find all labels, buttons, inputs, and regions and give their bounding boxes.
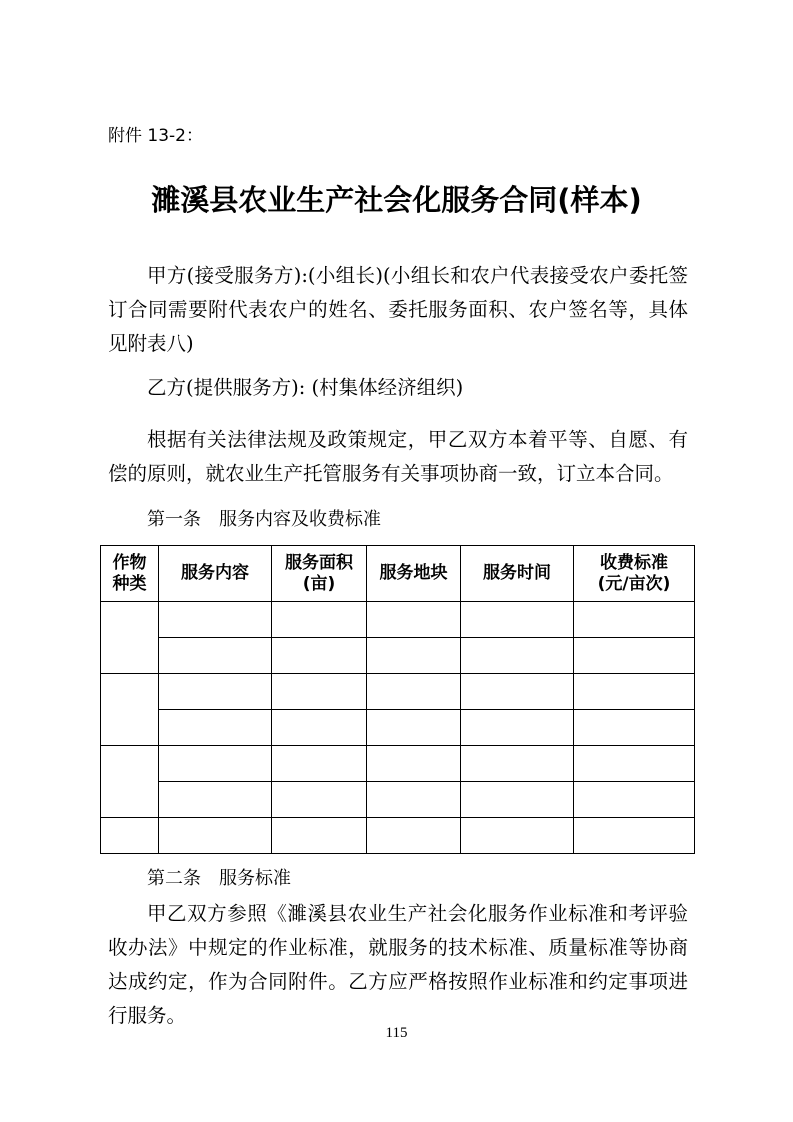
column-header-line: 服务面积 <box>285 552 353 573</box>
page-number: 115 <box>385 1025 408 1041</box>
attachment-label: 附件 13-2： <box>108 126 203 146</box>
table-cell <box>461 674 574 710</box>
crop-type-cell <box>101 602 159 674</box>
table-cell <box>272 818 367 854</box>
table-cell <box>272 674 367 710</box>
table-cell <box>159 782 272 818</box>
column-header-line: 收费标准 <box>600 552 668 573</box>
column-header-line: 服务地块 <box>379 563 448 583</box>
table-cell <box>574 602 695 638</box>
column-header-service-content <box>159 546 272 602</box>
party-b-paragraph: 乙方(提供服务方): (村集体经济组织) <box>147 376 464 399</box>
table-cell <box>461 638 574 674</box>
service-fee-table <box>100 545 695 854</box>
table-cell <box>461 602 574 638</box>
column-header-line: 作物 <box>112 552 147 573</box>
table-cell <box>367 602 461 638</box>
table-cell <box>461 710 574 746</box>
table-cell <box>574 674 695 710</box>
table-cell <box>574 782 695 818</box>
crop-type-cell <box>101 746 159 818</box>
column-header-service-plot <box>367 546 461 602</box>
table-cell <box>461 782 574 818</box>
table-cell <box>272 746 367 782</box>
column-header-fee-standard <box>574 546 695 602</box>
table-row <box>101 782 695 818</box>
crop-type-cell <box>101 674 159 746</box>
table-row <box>101 674 695 710</box>
table-cell <box>574 638 695 674</box>
article-2-heading: 第二条 服务标准 <box>147 868 291 889</box>
table-row <box>101 746 695 782</box>
table-cell <box>461 818 574 854</box>
table-cell <box>272 782 367 818</box>
table-cell <box>272 638 367 674</box>
table-cell <box>367 818 461 854</box>
column-header-line: (元/亩次) <box>597 573 671 594</box>
table-cell <box>272 602 367 638</box>
table-cell <box>159 746 272 782</box>
column-header-service-time <box>461 546 574 602</box>
table-row <box>101 602 695 638</box>
table-cell <box>574 746 695 782</box>
column-header-service-area <box>272 546 367 602</box>
table-row <box>101 638 695 674</box>
table-cell <box>367 674 461 710</box>
article-2-body: 甲乙双方参照《濉溪县农业生产社会化服务作业标准和考评验收办法》中规定的作业标准，就服务的技术标准、质量标准等协商达成约定，作为合同附件。乙方应严格按照作业标准和约定事项进行服务。 <box>108 902 688 1027</box>
table-header-row <box>101 546 695 602</box>
party-a-paragraph: 甲方(接受服务方):(小组长)(小组长和农户代表接受农户委托签订合同需要附代表农户的姓名、委托服务面积、农户签名等，具体见附表八) <box>108 264 688 355</box>
column-header-line: 服务时间 <box>483 563 551 583</box>
document-title: 濉溪县农业生产社会化服务合同(样本) <box>151 183 642 217</box>
table-cell <box>159 710 272 746</box>
table-cell <box>367 710 461 746</box>
table-cell <box>159 818 272 854</box>
table-cell <box>461 746 574 782</box>
table-row <box>101 818 695 854</box>
column-header-line: 种类 <box>112 573 147 594</box>
column-header-line: 服务内容 <box>181 563 249 583</box>
column-header-line: (亩) <box>302 573 336 594</box>
table-cell <box>159 674 272 710</box>
table-cell <box>367 638 461 674</box>
table-cell <box>574 818 695 854</box>
column-header-crop-type <box>101 546 159 602</box>
article-1-heading: 第一条 服务内容及收费标准 <box>147 509 381 530</box>
table-cell <box>272 710 367 746</box>
crop-type-cell <box>101 818 159 854</box>
table-cell <box>159 602 272 638</box>
table-cell <box>367 782 461 818</box>
intro-paragraph: 根据有关法律法规及政策规定，甲乙双方本着平等、自愿、有偿的原则，就农业生产托管服务有关事项协商一致，订立本合同。 <box>108 428 688 485</box>
table-row <box>101 710 695 746</box>
table-cell <box>574 710 695 746</box>
table-cell <box>159 638 272 674</box>
table-cell <box>367 746 461 782</box>
